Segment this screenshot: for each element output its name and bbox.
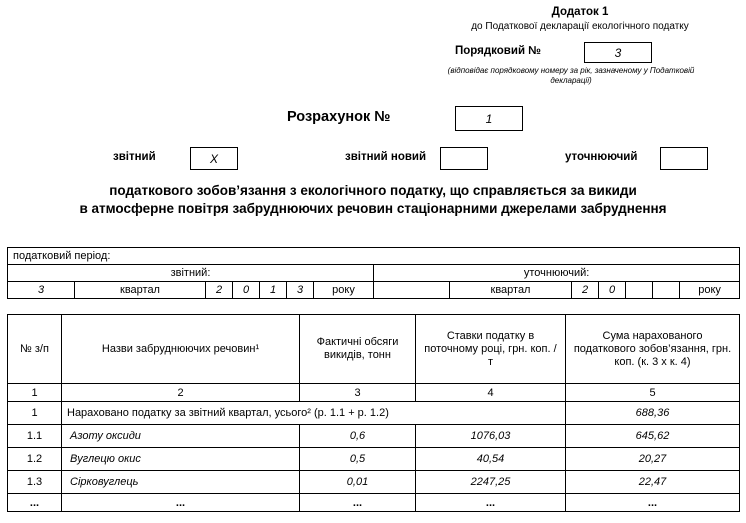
reporting-year-digit-4[interactable]: 3 [287, 282, 314, 299]
report-type-new-reporting-checkbox[interactable] [440, 147, 488, 170]
period-clarifying-label: уточнюючий: [374, 265, 740, 282]
period-reporting-label: звітний: [8, 265, 374, 282]
report-type-reporting-label: звітний [113, 151, 156, 163]
calculation-number-label: Розрахунок № [287, 109, 391, 125]
form-title-line2: в атмосферне повітря забруднюючих речовин стаціонарними джерелами забруднення [79, 201, 667, 216]
summary-row [8, 402, 740, 425]
ellipsis-cell: ... [566, 494, 740, 512]
clarifying-kvartal-label: квартал [450, 282, 572, 299]
report-type-clarifying-label: уточнюючий [565, 151, 638, 163]
ellipsis-cell: ... [8, 494, 62, 512]
form-title-line1: податкового зобов’язання з екологічного податку, що справляється за викиди [109, 183, 637, 198]
col-number-3: 3 [300, 384, 416, 402]
report-type-reporting-checkbox[interactable]: X [190, 147, 238, 170]
table-row [8, 471, 740, 494]
appendix-block [418, 6, 742, 32]
report-type-clarifying-checkbox[interactable] [660, 147, 708, 170]
col-number-2: 2 [62, 384, 300, 402]
serial-number-note: (відповідає порядковому номеру за рік, зазначеному у Податковій декларації) [447, 66, 695, 85]
col-header-pollutant-names: Назви забруднюючих речовин¹ [62, 315, 300, 384]
serial-number-label: Порядковий № [455, 45, 542, 57]
summary-row-num: 1 [8, 402, 62, 425]
col-number-5: 5 [566, 384, 740, 402]
rate-cell[interactable]: 2247,25 [416, 471, 566, 494]
ellipsis-cell: ... [62, 494, 300, 512]
volume-cell[interactable]: 0,5 [300, 448, 416, 471]
report-type-new-reporting-label: звітний новий [345, 151, 427, 163]
table-row [8, 425, 740, 448]
reporting-kvartal-label: квартал [75, 282, 206, 299]
clarifying-year-digit-3[interactable] [626, 282, 653, 299]
reporting-year-digit-1[interactable]: 2 [206, 282, 233, 299]
table-row [8, 448, 740, 471]
row-num: 1.2 [8, 448, 62, 471]
sum-cell[interactable]: 22,47 [566, 471, 740, 494]
sum-cell[interactable]: 645,62 [566, 425, 740, 448]
row-num: 1.3 [8, 471, 62, 494]
pollutant-name-cell[interactable]: Вуглецю окис [62, 448, 300, 471]
reporting-roku-label: року [314, 282, 374, 299]
clarifying-year-digit-1[interactable]: 2 [572, 282, 599, 299]
appendix-title: Додаток 1 [551, 6, 609, 18]
col-header-accrued-sum: Сума нарахованого податкового зобов’язання, грн. коп. (к. 3 х к. 4) [566, 315, 740, 384]
tax-period-table [7, 247, 740, 299]
clarifying-quarter-field[interactable] [374, 282, 450, 299]
pollutant-name-cell[interactable]: Сірковуглець [62, 471, 300, 494]
serial-number-field[interactable]: 3 [584, 42, 652, 63]
pollutant-name-cell[interactable]: Азоту оксиди [62, 425, 300, 448]
col-header-actual-volumes: Фактичні обсяги викидів, тонн [300, 315, 416, 384]
clarifying-year-digit-2[interactable]: 0 [599, 282, 626, 299]
calculation-number-field[interactable]: 1 [455, 106, 523, 131]
clarifying-year-digit-4[interactable] [653, 282, 680, 299]
reporting-quarter-field[interactable]: 3 [8, 282, 75, 299]
clarifying-roku-label: року [680, 282, 740, 299]
summary-row-total[interactable]: 688,36 [566, 402, 740, 425]
col-header-num: № з/п [8, 315, 62, 384]
ellipsis-cell: ... [300, 494, 416, 512]
reporting-year-digit-3[interactable]: 1 [260, 282, 287, 299]
row-num: 1.1 [8, 425, 62, 448]
appendix-subtitle: до Податкової декларації екологічного податку [471, 21, 689, 32]
col-number-1: 1 [8, 384, 62, 402]
ellipsis-cell: ... [416, 494, 566, 512]
reporting-year-digit-2[interactable]: 0 [233, 282, 260, 299]
sum-cell[interactable]: 20,27 [566, 448, 740, 471]
rate-cell[interactable]: 40,54 [416, 448, 566, 471]
ellipsis-row [8, 494, 740, 512]
col-number-4: 4 [416, 384, 566, 402]
period-header: податковий період: [8, 248, 740, 265]
form-title [0, 182, 746, 218]
summary-row-label: Нараховано податку за звітний квартал, усього² (р. 1.1 + р. 1.2) [62, 402, 566, 425]
col-header-tax-rates: Ставки податку в поточному році, грн. коп. /т [416, 315, 566, 384]
volume-cell[interactable]: 0,01 [300, 471, 416, 494]
volume-cell[interactable]: 0,6 [300, 425, 416, 448]
rate-cell[interactable]: 1076,03 [416, 425, 566, 448]
tax-calculation-table [7, 314, 740, 512]
